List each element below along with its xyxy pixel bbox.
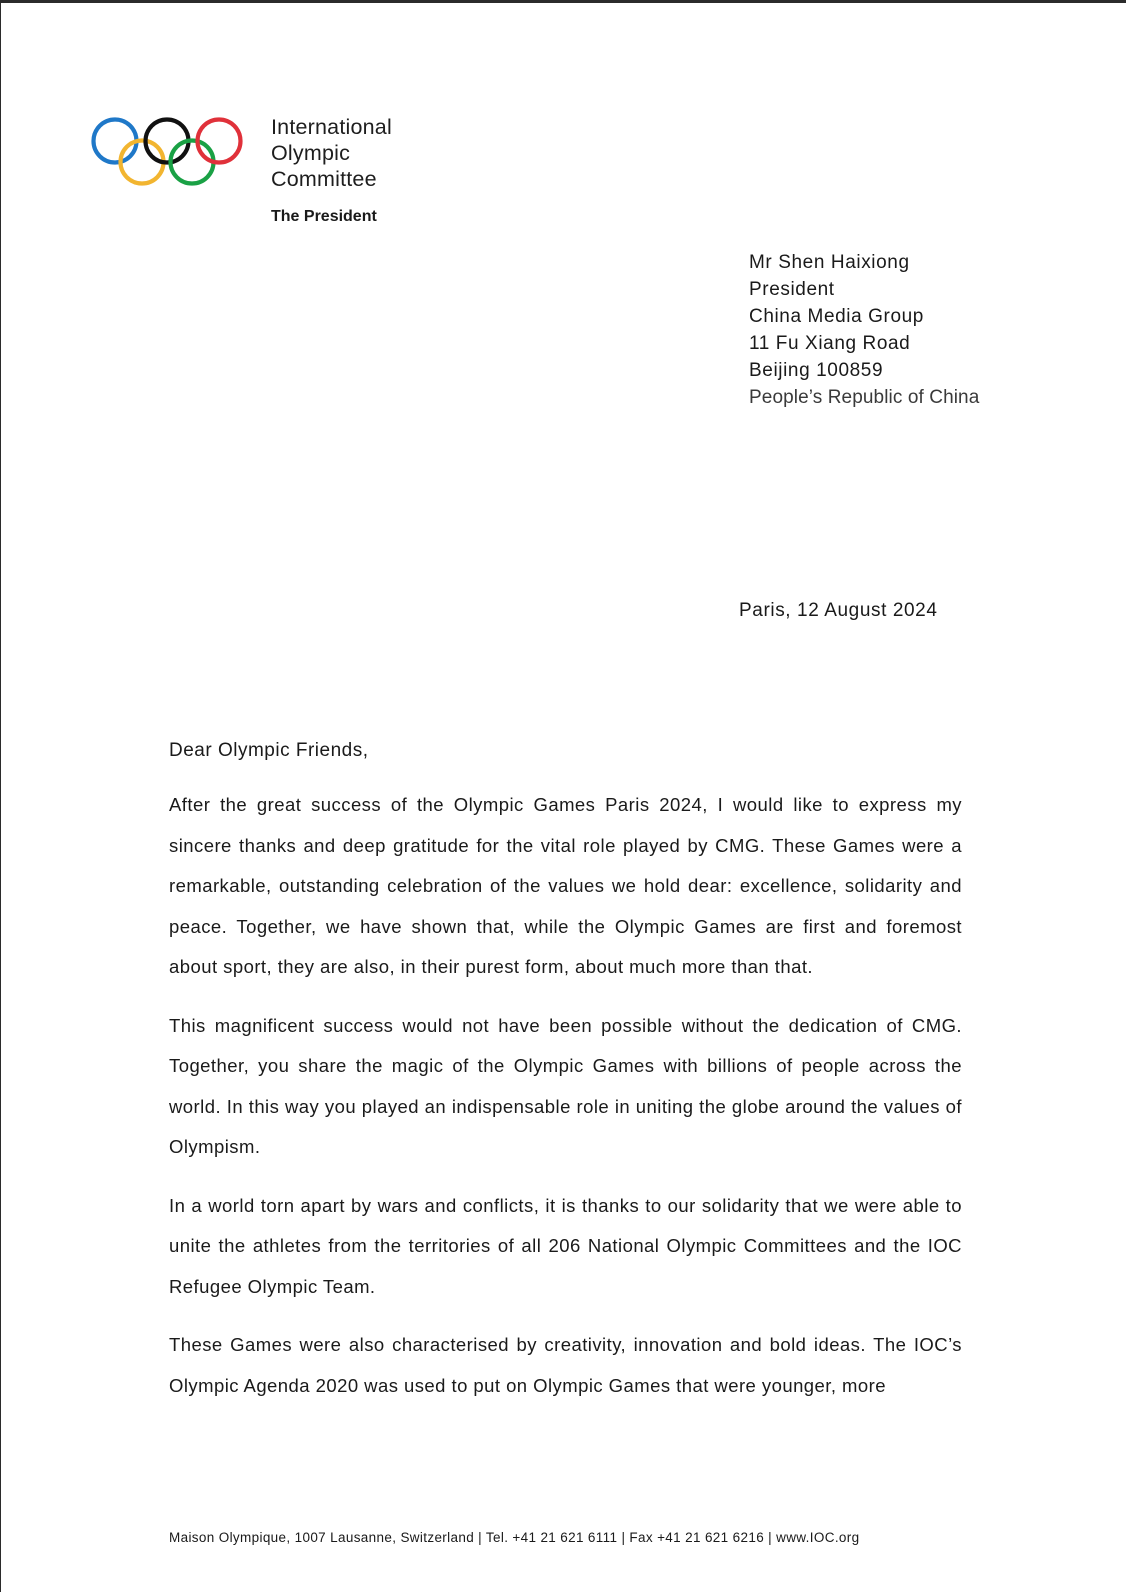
paragraph-3: In a world torn apart by wars and conflicts, it is thanks to our solidarity that we were able to unite the athletes from the territories of all 206 National Olympic Committees and the IOC Refugee Olympic Team. — [169, 1194, 962, 1297]
recipient-organisation: China Media Group — [749, 306, 924, 327]
recipient-street: 11 Fu Xiang Road — [749, 333, 911, 354]
blue-ring — [94, 120, 137, 163]
recipient-country: People’s Republic of China — [749, 387, 980, 408]
org-name-line-1: International — [271, 115, 392, 139]
org-name-line-3: Committee — [271, 167, 377, 191]
olympic-rings-logo — [89, 115, 249, 195]
office-title: The President — [271, 208, 377, 225]
letter-body — [169, 785, 962, 1424]
recipient-address — [749, 249, 979, 411]
organisation-name — [271, 114, 392, 192]
org-name-line-2: Olympic — [271, 141, 351, 165]
paragraph-1: After the great success of the Olympic Games Paris 2024, I would like to express my sincere thanks and deep gratitude for the vital role played by CMG. These Games were a remarkable, outstanding celebration of the values we hold dear: excellence, solidarity and peace. Together, we have shown that, while the Olympic Games are first and foremost about sport, they are also, in their purest form, about much more than that. — [169, 794, 962, 977]
recipient-city: Beijing 100859 — [749, 360, 884, 381]
red-ring — [198, 120, 241, 163]
paragraph-2: This magnificent success would not have been possible without the dedication of CMG. Together, you share the magic of the Olympic Games with billions of people across the world. In this way you played an indispensable role in uniting the globe around the values of Olympism. — [169, 1014, 962, 1157]
recipient-title: President — [749, 279, 835, 300]
recipient-name: Mr Shen Haixiong — [749, 252, 910, 273]
date-line: Paris, 12 August 2024 — [739, 600, 938, 621]
salutation: Dear Olympic Friends, — [169, 740, 369, 761]
footer-contact: Maison Olympique, 1007 Lausanne, Switzerland | Tel. +41 21 621 6111 | Fax +41 21 621 6216 | www.IOC.org — [169, 1530, 860, 1545]
paragraph-4: These Games were also characterised by creativity, innovation and bold ideas. The IOC’s Olympic Agenda 2020 was used to put on Olympic Games that were younger, more — [169, 1334, 962, 1396]
